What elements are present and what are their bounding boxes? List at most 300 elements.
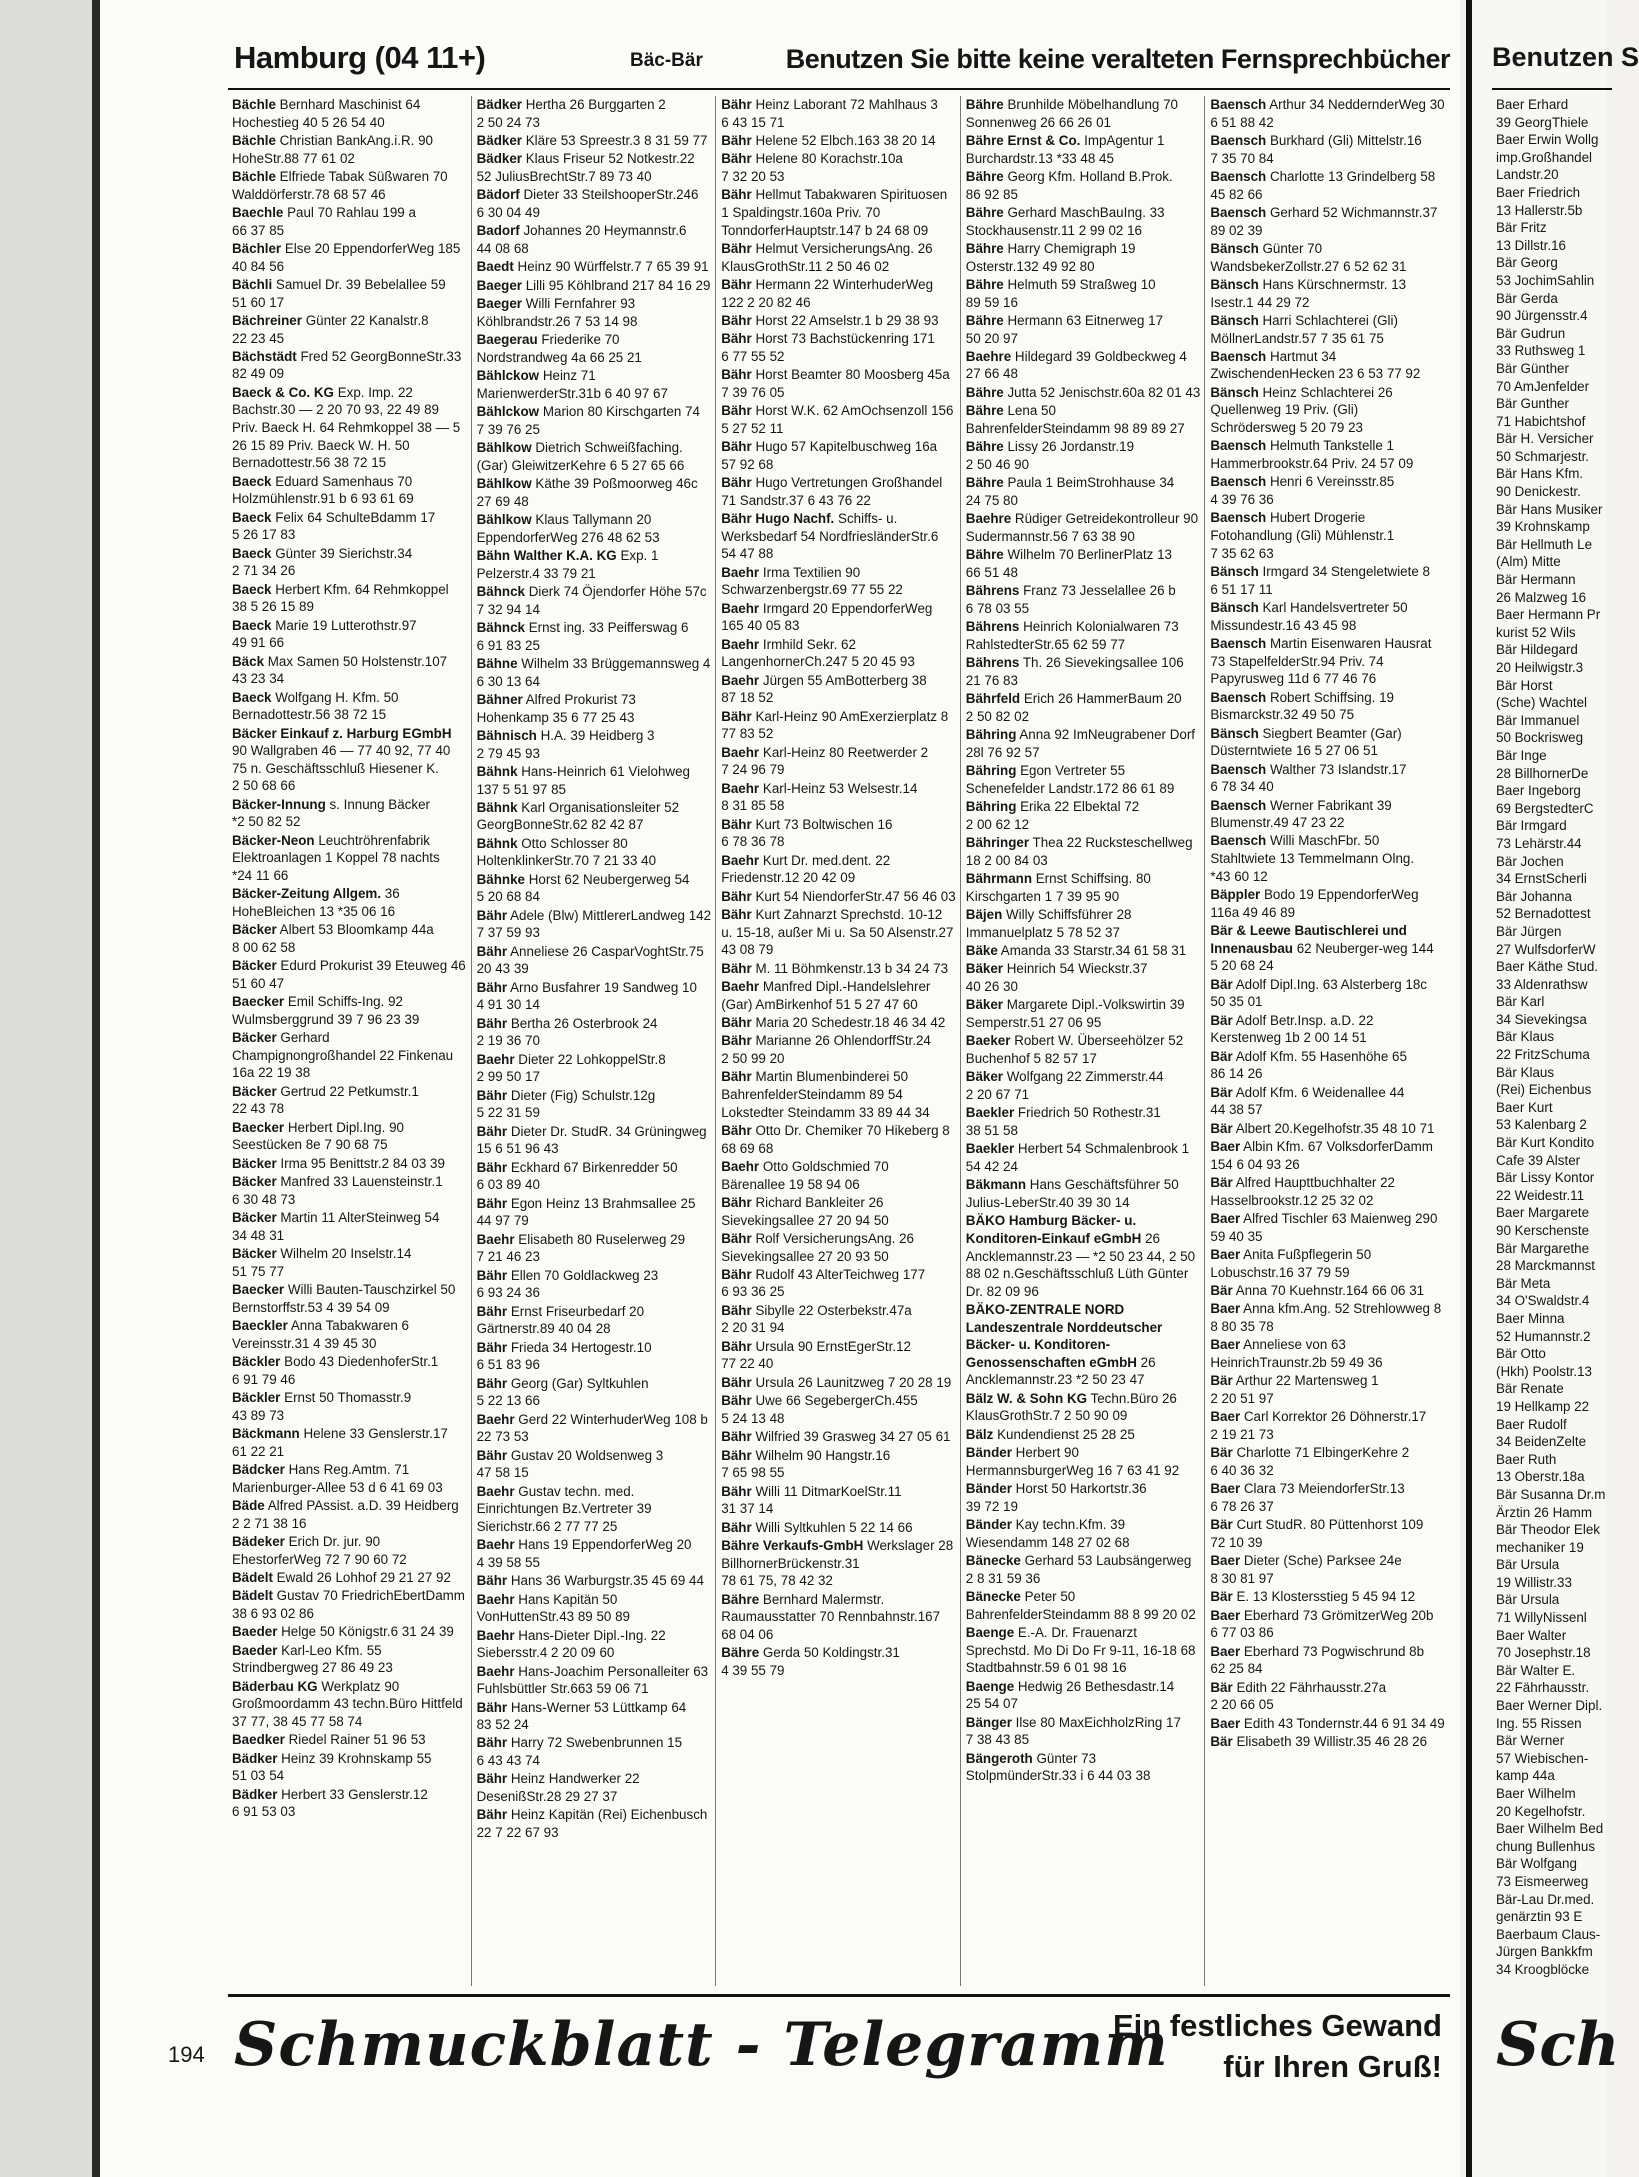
- adjacent-page-item: Bär Georg: [1496, 255, 1558, 271]
- entry-name: Bähr: [476, 1303, 508, 1319]
- entry-phone: 6 03 89 40: [476, 1177, 540, 1193]
- listing-columns: [228, 96, 1450, 1986]
- entry-phone: 7 63 41 92: [1115, 1462, 1180, 1478]
- entry-name: Bädelt: [232, 1588, 273, 1604]
- entry-name: Bähring: [965, 727, 1017, 743]
- listing-entry: [1206, 886, 1449, 921]
- adjacent-page-item: 26 Malzweg 16: [1496, 589, 1587, 605]
- entry-phone: 6 78 03 55: [965, 600, 1030, 616]
- entry-phone: 78 61 75, 78 42 32: [721, 1573, 833, 1589]
- listing-entry: [962, 1480, 1205, 1515]
- listing-entry: [717, 1032, 960, 1067]
- entry-name: Baeckler: [232, 1318, 288, 1334]
- entry-phone: 68 69 68: [721, 1140, 774, 1156]
- entry-address: Else 20 EppendorferWeg 185: [284, 240, 461, 256]
- entry-address: Wilhelm 20 Inselstr.14: [280, 1246, 412, 1262]
- entry-phone: 6 78 34 40: [1210, 779, 1274, 795]
- listing-entry: [962, 240, 1205, 275]
- entry-name: Baensch: [1210, 438, 1267, 454]
- entry-name: Baehr: [721, 852, 760, 868]
- entry-name: Bährens: [965, 655, 1020, 671]
- entry-name: Bähr: [476, 1699, 508, 1715]
- entry-phone: 54 47 88: [721, 546, 774, 562]
- adjacent-page-item: Bär Johanna: [1496, 888, 1572, 904]
- entry-address: Adolf Kfm. 6 Weidenallee 44: [1235, 1084, 1405, 1100]
- entry-phone: 39 30 14: [1077, 1194, 1130, 1210]
- entry-phone: 2 71 34 26: [232, 563, 296, 579]
- entry-phone: 7 35 61 75: [1320, 330, 1384, 346]
- entry-address: Eduard Samenhaus 70 Holzmühlenstr.91 b: [232, 473, 413, 507]
- entry-phone: 68 04 06: [721, 1626, 774, 1642]
- adjacent-page-item: 39 GeorgThiele: [1496, 114, 1589, 130]
- entry-phone: 78 52 37: [1067, 924, 1120, 940]
- entry-address: Charlotte 13 Grindelberg 58: [1269, 168, 1436, 184]
- entry-phone: 84 16 29: [658, 277, 711, 293]
- listing-entry: [228, 921, 471, 956]
- entry-phone: *2 50 23 47: [1075, 1372, 1145, 1388]
- entry-phone: 77 83 52: [721, 726, 774, 742]
- listing-entry: [473, 367, 716, 402]
- listing-entry: [228, 96, 471, 131]
- entry-phone: 5 51 97 85: [502, 781, 566, 797]
- page-number: 194: [168, 2042, 205, 2067]
- entry-name: Bäker: [965, 1069, 1004, 1085]
- entry-phone: 82 09 96: [986, 1283, 1039, 1299]
- listing-entry: [473, 1770, 716, 1805]
- entry-name: Baehr: [721, 979, 760, 995]
- adjacent-page-item: Baer Ingeborg: [1496, 783, 1581, 799]
- listing-entry: [473, 295, 716, 330]
- entry-phone: 7 39 76 25: [476, 421, 540, 437]
- listing-entry: [1206, 832, 1449, 885]
- entry-address: Horst 73 Bachstückenring 171: [755, 331, 935, 347]
- adjacent-page-item: 73 Lehärstr.44: [1496, 835, 1582, 851]
- entry-address: Bodo 19 EppendorferWeg 116a: [1210, 887, 1419, 920]
- entry-name: Baedker: [232, 1732, 285, 1748]
- listing-entry: [473, 1375, 716, 1410]
- entry-name: Bähre: [721, 1645, 760, 1661]
- entry-name: Bäcker: [232, 1083, 277, 1099]
- entry-name: Baensch: [1210, 833, 1267, 849]
- listing-entry: [962, 906, 1205, 941]
- entry-phone: 2 99 02 16: [1078, 222, 1142, 238]
- entry-phone: 82 49 09: [232, 366, 285, 382]
- entry-name: Baensch: [1210, 168, 1267, 184]
- adjacent-page-item: Bär Klaus: [1496, 1029, 1555, 1045]
- entry-phone: 6 91 79 46: [232, 1371, 296, 1387]
- entry-name: Bähnck: [476, 583, 525, 599]
- entry-phone: 49 92 80: [1042, 258, 1095, 274]
- adjacent-page-header: Benutzen S: [1492, 42, 1639, 72]
- listing-entry: [473, 763, 716, 798]
- entry-address: Günter 39 Sierichstr.34: [275, 545, 413, 561]
- entry-phone: 59 49 36: [1330, 1354, 1383, 1370]
- entry-address: Hugo Vertretungen Großhandel 71 Sandstr.37: [721, 475, 943, 508]
- entry-phone: 5 27 52 11: [721, 420, 784, 436]
- entry-address: Heinz 71 MarienwerderStr.31b: [476, 368, 601, 401]
- listing-entry: [962, 546, 1205, 581]
- listing-entry: [228, 725, 471, 795]
- entry-phone: 7 90 60 72: [343, 1551, 407, 1567]
- entry-phone: 2 71 38 16: [243, 1515, 307, 1531]
- listing-entry: [1206, 976, 1449, 1011]
- entry-name: Bähr: [476, 1573, 508, 1589]
- listing-entry: [473, 1663, 716, 1698]
- listing-entry: [717, 276, 960, 311]
- listing-entry: [228, 312, 471, 347]
- listing-entry: [473, 439, 716, 474]
- entry-phone: 38 20 14: [883, 132, 936, 148]
- entry-phone: 4 39 55 79: [721, 1662, 785, 1678]
- entry-name: Bähr: [476, 1267, 508, 1283]
- entry-name: Baensch: [1210, 132, 1267, 148]
- entry-address: Ernst ing. 33 Peifferswag 6: [528, 619, 689, 635]
- entry-name: Baensch: [1210, 761, 1267, 777]
- listing-entry: [962, 798, 1205, 833]
- entry-name: Bähr: [721, 888, 752, 904]
- binding-edge: [92, 0, 100, 2177]
- entry-name: Bählckow: [476, 368, 540, 384]
- entry-phone: 6 04 93 26: [1236, 1156, 1300, 1172]
- entry-address: Eberhard 73 GrömitzerWeg 20b: [1243, 1607, 1434, 1623]
- entry-name: Baer: [1210, 1138, 1241, 1154]
- entry-name: Bäck: [232, 653, 265, 669]
- entry-phone: 2 77 77 25: [554, 1518, 618, 1534]
- entry-phone: 82 01 43: [1148, 384, 1201, 400]
- entry-address: H.A. 39 Heidberg 3: [540, 727, 655, 743]
- listing-entry: [717, 1014, 960, 1032]
- entry-phone: 77 22 40: [721, 1356, 774, 1372]
- entry-address: Hans 19 EppendorferWeg 20: [518, 1537, 692, 1553]
- entry-phone: 33 79 21: [543, 565, 596, 581]
- entry-name: BÄKO-ZENTRALE NORD Landeszentrale Norddeutscher Bäcker- u. Konditoren-Genossenschaften eGmbH: [965, 1302, 1163, 1370]
- entry-name: Bäjen: [965, 907, 1003, 923]
- entry-address: Anna Tabakwaren 6 Vereinsstr.31: [232, 1318, 409, 1351]
- entry-phone: 45 94 12: [1363, 1589, 1416, 1605]
- entry-name: Bädker: [232, 1786, 278, 1802]
- entry-address: Helene 33 Genslerstr.17: [303, 1426, 448, 1442]
- entry-name: Bähr: [721, 1015, 752, 1030]
- listing-entry: [962, 1678, 1205, 1713]
- entry-name: Bär: [1210, 1048, 1233, 1064]
- adjacent-page-item: 52 Bernadottest: [1496, 906, 1591, 922]
- entry-address: Willi Bauten-Tauschzirkel 50 Bernstorffstr.53: [232, 1282, 456, 1315]
- entry-address: Curt StudR. 80 Püttenhorst 109: [1236, 1517, 1424, 1533]
- entry-address: 90 Wallgraben 46 — 77 40 92, 77 40 75 n. Geschäftsschluß Hiesener K.: [232, 743, 451, 776]
- listing-entry: [473, 655, 716, 690]
- adjacent-page-item: Baer Rudolf: [1496, 1416, 1567, 1432]
- banner-slogan-line-1: Ein festliches Gewand: [1112, 2008, 1442, 2043]
- adjacent-page-item: 52 Humannstr.2: [1496, 1328, 1591, 1344]
- entry-name: Baehr: [476, 1537, 515, 1553]
- entry-address: 26 Ancklemannstr.23: [965, 1354, 1156, 1388]
- entry-address: Wilhelm 33 Brüggemannsweg 4: [521, 655, 711, 671]
- adjacent-page-item: 28 Marckmannst: [1496, 1258, 1595, 1274]
- entry-address: Dieter 22 LohkoppelStr.8: [518, 1051, 666, 1067]
- entry-phone: 22 19 38: [258, 1065, 311, 1081]
- listing-entry: [473, 835, 716, 870]
- entry-phone: 51 60 17: [232, 294, 285, 310]
- entry-phone: 7 39 95 90: [1055, 888, 1120, 904]
- listing-entry: [1206, 384, 1449, 437]
- listing-entry: [228, 1623, 471, 1641]
- entry-name: Bählkow: [476, 512, 532, 528]
- entry-name: Baehr: [721, 600, 760, 616]
- entry-name: Bähre: [965, 240, 1004, 256]
- listing-entry: [228, 1119, 471, 1154]
- entry-address: Werkslager 28 BillhornerBrückenstr.31: [721, 1537, 954, 1571]
- entry-name: Baer: [1210, 1337, 1241, 1353]
- entry-address: Egon Vertreter 55 Schenefelder Landstr.172: [965, 763, 1126, 796]
- entry-name: Bähr: [721, 312, 752, 328]
- entry-name: Baehr: [476, 1411, 515, 1427]
- adjacent-page-item: Bär H. Versicher: [1496, 431, 1594, 447]
- entry-phone: 82 57 17: [1044, 1050, 1097, 1066]
- entry-address: Karl-Leo Kfm. 55 Strindbergweg 27: [232, 1642, 382, 1676]
- entry-name: Bäde: [232, 1498, 265, 1513]
- entry-address: ImpAgentur 1 Burchardstr.13: [965, 132, 1165, 166]
- entry-name: Bäcker: [232, 922, 277, 938]
- listing-entry: [717, 402, 960, 437]
- adjacent-page-item: Bär Hans Musiker: [1496, 501, 1603, 517]
- entry-phone: 86 61 89: [1122, 780, 1175, 796]
- listing-entry: [962, 618, 1205, 653]
- adjacent-page-item: Bär Immanuel: [1496, 712, 1580, 728]
- entry-phone: 7 65 39 91: [645, 259, 709, 275]
- entry-address: Uwe 66 SegebergerCh.455: [755, 1393, 918, 1409]
- adjacent-page-item: (Alm) Mitte: [1496, 554, 1561, 570]
- listing-entry: [717, 474, 960, 509]
- listing-entry: [1206, 132, 1449, 167]
- adjacent-page-item: Landstr.20: [1496, 167, 1559, 183]
- entry-name: Bäkmann: [965, 1177, 1027, 1193]
- entry-name: Bächle: [232, 97, 276, 112]
- entry-name: Bähr: [721, 276, 752, 292]
- listing-entry: [962, 348, 1205, 383]
- adjacent-page-item: Ärztin 26 Hamm: [1496, 1504, 1592, 1520]
- entry-address: Karl Organisationsleiter 52 GeorgBonneStr.62: [476, 799, 680, 833]
- entry-name: Bär & Leewe Bautischlerei und Innenausbau: [1210, 923, 1407, 956]
- listing-entry: [962, 474, 1205, 509]
- entry-address: Adele (Blw) MittlererLandweg 142: [510, 907, 712, 923]
- adjacent-page-item: Baer Margarete: [1496, 1205, 1590, 1221]
- listing-entry: [717, 132, 960, 150]
- entry-phone: *43 60 12: [1210, 868, 1268, 884]
- listing-entry: [473, 1231, 716, 1266]
- entry-phone: 5 24 13 48: [721, 1410, 785, 1426]
- listing-entry: [228, 1533, 471, 1568]
- listing-entry: [473, 222, 716, 257]
- entry-phone: 7 53 14 98: [574, 313, 638, 329]
- listing-entry: [717, 438, 960, 473]
- entry-name: Bähr: [721, 907, 752, 923]
- entry-phone: 5 27 06 51: [1314, 743, 1378, 759]
- entry-phone: 2 20 51 97: [1210, 1390, 1274, 1406]
- entry-address: Irma 95 Benittstr.2: [280, 1155, 390, 1171]
- entry-phone: 2 79 45 93: [476, 745, 540, 761]
- adjacent-page-item: Bär Fritz: [1496, 220, 1547, 236]
- entry-address: Edurd Prokurist 39 Eteuweg 46: [280, 958, 466, 974]
- entry-phone: 7 35 62 63: [1210, 545, 1274, 561]
- entry-phone: 20 28 19: [899, 1374, 952, 1390]
- adjacent-page-item: 71 WillyNissenl: [1496, 1610, 1587, 1626]
- entry-address: Elisabeth 80 Ruselerweg 29: [518, 1231, 686, 1247]
- entry-phone: 44 97 79: [476, 1213, 529, 1229]
- entry-phone: 59 06 71: [596, 1681, 649, 1697]
- listing-entry: [1206, 1336, 1449, 1371]
- entry-phone: 2 20 09 60: [551, 1645, 615, 1661]
- entry-name: Bähr: [721, 240, 752, 256]
- adjacent-page-item: imp.Großhandel: [1496, 149, 1593, 165]
- entry-address: Klaus Friseur 52 Notkestr.22 52 JuliusBrechtStr.7: [476, 151, 695, 184]
- entry-phone: 86 14 26: [1210, 1066, 1263, 1082]
- entry-name: Bähr: [721, 1230, 752, 1246]
- listing-entry: [228, 1569, 471, 1587]
- listing-entry: [228, 1750, 471, 1785]
- listing-entry: [473, 907, 716, 942]
- listing-entry: [717, 330, 960, 365]
- entry-name: Baehr: [721, 744, 760, 760]
- entry-phone: 6 40 97 67: [604, 385, 668, 401]
- adjacent-page-item: Baer Erhard: [1496, 97, 1569, 112]
- entry-address: Marion 80 Kirschgarten 74: [542, 404, 700, 420]
- adjacent-page-item: 34 BeidenZelte: [1496, 1434, 1587, 1450]
- adjacent-page-item: Bär Hellmuth Le: [1496, 536, 1593, 552]
- entry-phone: 89 89 27: [1132, 420, 1185, 436]
- entry-phone: 6 41 69 03: [379, 1479, 443, 1495]
- listing-entry: [1206, 1174, 1449, 1209]
- entry-phone: *35 06 16: [337, 903, 396, 919]
- entry-name: Bähre: [965, 276, 1004, 292]
- entry-address: Erich Dr. jur. 90 EhestorferWeg 72: [232, 1533, 381, 1567]
- adjacent-page-item: Bär Ursula: [1496, 1592, 1560, 1608]
- listing-entry: [228, 993, 471, 1028]
- entry-name: Baegerau: [476, 332, 538, 348]
- adjacent-page-item: 34 O'Swaldstr.4: [1496, 1293, 1590, 1309]
- adjacent-page-item: Baer Werner Dipl.: [1496, 1698, 1603, 1714]
- entry-name: Baecker: [232, 1119, 285, 1135]
- entry-address: Dierk 74 Öjendorfer Höhe 57c: [528, 583, 707, 599]
- entry-address: Alfred Tischler 63 Maienweg 290: [1243, 1210, 1438, 1226]
- listing-entry: [962, 762, 1205, 797]
- entry-address: Ewald 26 Lohhof 29: [276, 1569, 396, 1585]
- entry-address: Jutta 52 Jenischstr.60a: [1007, 384, 1145, 400]
- entry-name: Baeker: [965, 1033, 1011, 1049]
- entry-address: Franz 73 Jesselallee 26 b: [1023, 583, 1176, 599]
- entry-name: Bäckler: [232, 1390, 281, 1406]
- entry-phone: 5 27 65 66: [620, 457, 685, 473]
- adjacent-page-item: Baer Minna: [1496, 1310, 1565, 1326]
- entry-phone: 5 22 31 59: [476, 1105, 540, 1121]
- listing-entry: [717, 636, 960, 671]
- entry-address: Friedrich 50 Rothestr.31: [1017, 1105, 1161, 1121]
- adjacent-page-item: Bär Hans Kfm.: [1496, 466, 1584, 482]
- listing-entry: [962, 96, 1205, 131]
- adjacent-page-item: Bär Jochen: [1496, 853, 1564, 869]
- listing-entry: [228, 653, 471, 688]
- entry-name: BÄKO Hamburg Bäcker- u. Konditoren-Einkauf eGmbH: [965, 1213, 1142, 1246]
- adjacent-page-item: 90 Denickestr.: [1496, 484, 1581, 500]
- entry-address: Egon Heinz 13 Brahmsallee 25: [510, 1195, 696, 1211]
- listing-entry: [228, 473, 471, 508]
- entry-phone: 49 91 66: [232, 635, 285, 651]
- entry-name: Bächle: [232, 132, 276, 148]
- entry-address: Riedel Rainer: [288, 1732, 370, 1748]
- listing-entry: [228, 132, 471, 167]
- listing-entry: [1206, 1084, 1449, 1119]
- entry-address: Amanda 33 Starstr.34: [1000, 943, 1131, 959]
- adjacent-page-item: (Hkh) Poolstr.13: [1496, 1363, 1593, 1379]
- entry-name: Bähnk: [476, 835, 518, 851]
- entry-address: Robert W. Überseehölzer 52 Buchenhof 5: [965, 1033, 1184, 1066]
- entry-phone: 7 90 68 75: [324, 1137, 388, 1153]
- entry-phone: 27 05 61: [898, 1429, 951, 1445]
- entry-phone: 37 79 59: [1297, 1264, 1350, 1280]
- entry-address: Otto Schlosser 80 HoltenklinkerStr.70: [476, 835, 628, 869]
- entry-phone: 6 51 96 43: [495, 1141, 559, 1157]
- listing-entry: [962, 1032, 1205, 1067]
- listing-entry: [717, 960, 960, 978]
- listing-entry: [962, 834, 1205, 869]
- listing-entry: [228, 1155, 471, 1173]
- listing-entry: [1206, 240, 1449, 275]
- entry-phone: 24 57 09: [1361, 456, 1414, 472]
- entry-phone: 20 93 50: [836, 1248, 889, 1264]
- entry-name: Baensch: [1210, 97, 1267, 112]
- entry-name: Bähr: [476, 907, 508, 923]
- entry-address: Günter 22 Kanalstr.8: [305, 312, 429, 328]
- entry-phone: 61 58 31: [1134, 943, 1187, 959]
- adjacent-page-item: (Sche) Wachtel: [1496, 695, 1588, 711]
- entry-name: Baehre: [965, 511, 1012, 527]
- entry-address: Maria 20 Schedestr.18: [755, 1015, 890, 1030]
- listing-entry: [962, 168, 1205, 203]
- entry-name: Bär: [1210, 976, 1233, 992]
- entry-phone: 2 00 14 51: [1303, 1030, 1367, 1046]
- entry-phone: 62 59 77: [1072, 636, 1126, 652]
- entry-name: Baecker: [232, 1282, 285, 1298]
- listing-entry: [473, 1015, 716, 1050]
- entry-address: Kurt Zahnarzt Sprechstd. 10-12 u. 15-18, außer Mi u. Sa 50 Alsenstr.27: [721, 907, 954, 940]
- adjacent-page-banner: Sch: [1496, 2010, 1620, 2080]
- entry-name: Bär: [1210, 1733, 1233, 1749]
- entry-name: Bähre: [965, 204, 1004, 220]
- entry-address: Helene 80 Korachstr.10a: [755, 151, 903, 167]
- listing-entry: [473, 547, 716, 582]
- entry-name: Bädorf: [476, 187, 520, 203]
- entry-name: Bär: [1210, 1517, 1233, 1533]
- entry-phone: 7 21 46 23: [476, 1249, 540, 1265]
- entry-address: Kläre 53 Spreestr.3: [525, 132, 641, 148]
- entry-name: Baekler: [965, 1105, 1015, 1121]
- entry-address: Lissy 26 Jordanstr.19: [1007, 439, 1135, 455]
- entry-name: Bähre Ernst & Co.: [965, 132, 1081, 148]
- adjacent-page-item: 19 Hellkamp 22: [1496, 1398, 1590, 1414]
- entry-name: Bähr: [476, 1195, 508, 1211]
- listing-entry: [717, 708, 960, 743]
- entry-phone: 31 24 39: [401, 1624, 454, 1640]
- entry-name: Bänsch: [1210, 599, 1259, 615]
- entry-phone: 2 50 99 20: [721, 1050, 785, 1066]
- entry-name: Baeger: [476, 296, 522, 312]
- listing-entry: [1206, 1679, 1449, 1714]
- entry-name: Bährens: [965, 619, 1020, 635]
- entry-name: Bähr: [721, 1069, 752, 1085]
- entry-address: Wolfgang 22 Zimmerstr.44: [1006, 1069, 1164, 1085]
- entry-address: Werner Fabrikant 39 Blumenstr.49: [1210, 797, 1392, 831]
- listing-entry: [717, 1644, 960, 1679]
- listing-entry: [228, 1209, 471, 1244]
